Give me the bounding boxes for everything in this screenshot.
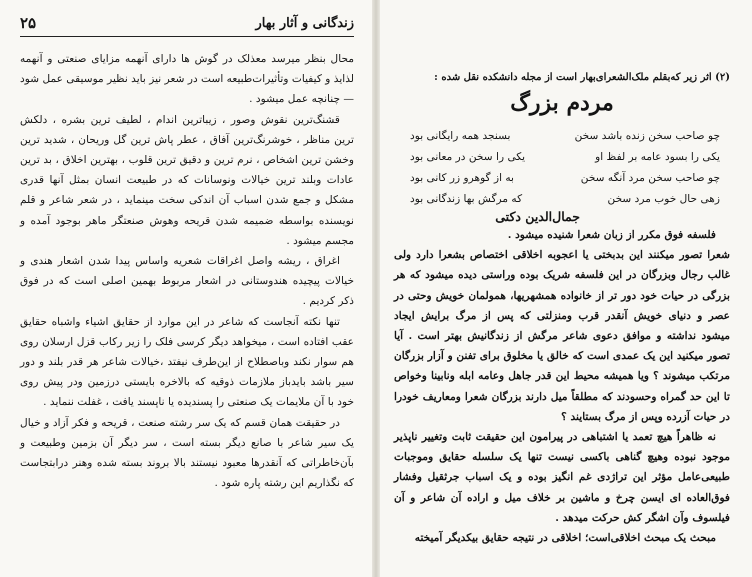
book-title: زندگانی و آثار بهار xyxy=(255,15,354,31)
poem-verse xyxy=(394,126,730,147)
hemistich: چو صاحب سخن مرد آنگه سخن xyxy=(580,172,720,184)
poem-verse xyxy=(394,189,730,210)
hemistich: یکی را سخن در معانی بود xyxy=(410,151,526,163)
intro-line: فلسفه فوق مکرر از زبان شعرا شنیده میشود . xyxy=(507,229,716,241)
poem-title: مردم بزرگ xyxy=(510,90,614,116)
paragraph: شعرا تصور میکنند این بدبختی یا اعجوبه اخلاقی اختصاص بشعرا دارد ولی غالب رجال وبزرگان در این فلسفه شریک بوده وراستی دیده میشود که هر بزرگی در حیات خود دور تر از خانواده همشهریها، همولمان خویش وحتی در عصر و دنیای خویش آنقدر قرب ومنزلتی که پس از مرگ برایش ایجاد میشود نداشته و موافق دعوی شاعر مرگش از زندگانیش بهتر است . آیا تصور میکنید این یک عمدی است که خالق یا مخلوق برای تفنن و آزار بزرگان مرتکب میشوند ؟ ویا همیشه محیط این قدر جاهل وعامه ابله ونابینا وخواص تا این حد گمراه وحسودند که مطلقاً میل دارند بزرگان شعرا ومعاریف خودرا در حیات آزرده وپس از مرگ بستایند ؟ xyxy=(394,249,730,423)
left-page xyxy=(0,0,372,577)
hemistich: به از گوهرو زر کانی بود xyxy=(410,172,515,184)
hemistich: که مرگش بها زندگانی بود xyxy=(410,193,523,205)
poem-author: جمال‌الدین دکتی xyxy=(495,209,580,224)
paragraph: محال بنظر میرسد معذلک در گوش ها دارای آنهمه مزایای صنعتی و آنهمه لذایذ و کیفیات وتأثیرات‌طبیعه است در شعر نیز باید نظیر موسیقی عمل شود — چنانچه عمل میشود . xyxy=(20,53,354,106)
page-number: ۲۵ xyxy=(20,14,37,32)
hemistich: یکی را بسود عامه بر لفظ او xyxy=(595,151,720,163)
hemistich: زهی حال خوب مرد سخن xyxy=(607,193,720,205)
header-rule xyxy=(20,36,354,37)
hemistich: چو صاحب سخن زنده باشد سخن xyxy=(574,130,720,142)
paragraph: مبحث یک مبحث اخلاقی‌است؛ اخلاقی در نتیجه حقایق بیکدیگر آمیخته xyxy=(414,532,716,545)
paragraph: در حقیقت همان قسم که یک سر رشته صنعت ، قریحه و فکر آزاد و خیال یک سیر شاعر با صانع دیگر بسته است ، سر دیگر آن بزمین وطبیعت و بآن‌خاطراتی که آنقدرها معبود نیستند بالا بروند بسته شده وهنر درابتجاست که نگذاریم این رشته پاره شود . xyxy=(20,416,354,490)
page-header xyxy=(20,14,354,32)
right-page xyxy=(380,0,752,577)
paragraph: قشنگ‌ترین نقوش وصور ، زیباترین اندام ، لطیف ترین بشره ، دلکش ترین مناظر ، خوشرنگ‌ترین آفاق ، عطر پاش ترین گل وریحان ، شدید ترین وخشن ترین اشخاص ، نرم ترین و دقیق ترین قلوب ، بهترین اخلاق ، بد ترین عادات وبلند ترین خیالات ونوسانات که در طبیعت انسان بمثل آنها قدری مشکل و جمع شدن اسباب آن اندکی سخت مینماید ، در شعر شاعر و قلم نویسنده بواسطه ضمیمه شدن قریحه وهوش صنعتگر ماهر بوجود آمده و مجسم میشود . xyxy=(20,113,354,247)
footnote-source: (۲) اثر زیر که‌بقلم ملک‌الشعرای‌بهار است از مجله دانشکده نقل شده : xyxy=(434,72,730,83)
paragraph: تنها نکته آنجاست که شاعر در این موارد از حقایق اشیاء واشباه حقایق عقب‌ افتاده است ، میخواهد دیگر کرسی فلک را زیر رکاب قزل ارسلان روی هم سوار نکند وباصطلاح از این‌طرف نیفتد ،خیالات شاعر هر قدر بلند و دور سیر باشد بایدباز ملازمات ذوقیه که بالاخره بایستی درزمین ودر پیش روی خود با آن ملایمات یک صنعتی را پسندیده یا ناپسند یافت ، غفلت ننماید . xyxy=(20,315,354,409)
poem-verse xyxy=(394,168,730,189)
top-margin xyxy=(394,14,730,70)
poem xyxy=(394,126,730,210)
hemistich: بسنجد همه رایگانی بود xyxy=(410,130,511,142)
paragraph: اغراق ، ریشه واصل اغراقات شعریه واساس پیدا شدن اشعار هندی و خیالات پیچیده هندوستانی در اشعار مربوط بهمین اصلی است که در فوق ذکر کردیم . xyxy=(20,255,354,308)
book-gutter xyxy=(372,0,380,577)
paragraph: نه ظاهراً هیچ تعمد یا اشتباهی در پیرامون این حقیقت ثابت وتغییر ناپذیر موجود نبوده وهیچ گناهی باکسی نیست تنها یک سلسله حقایق وموجبات طبیعی‌عامل مؤثر این تراژدی غم انگیز بوده و یک اسباب جرثقیل وفشار فوق‌العاده ای ایسن چرخ و ماشین بر خلاف میل و اراده آن شاعر و آن فیلسوف وآن اشگر کش حرکت میدهد . xyxy=(394,431,730,524)
poem-verse xyxy=(394,147,730,168)
